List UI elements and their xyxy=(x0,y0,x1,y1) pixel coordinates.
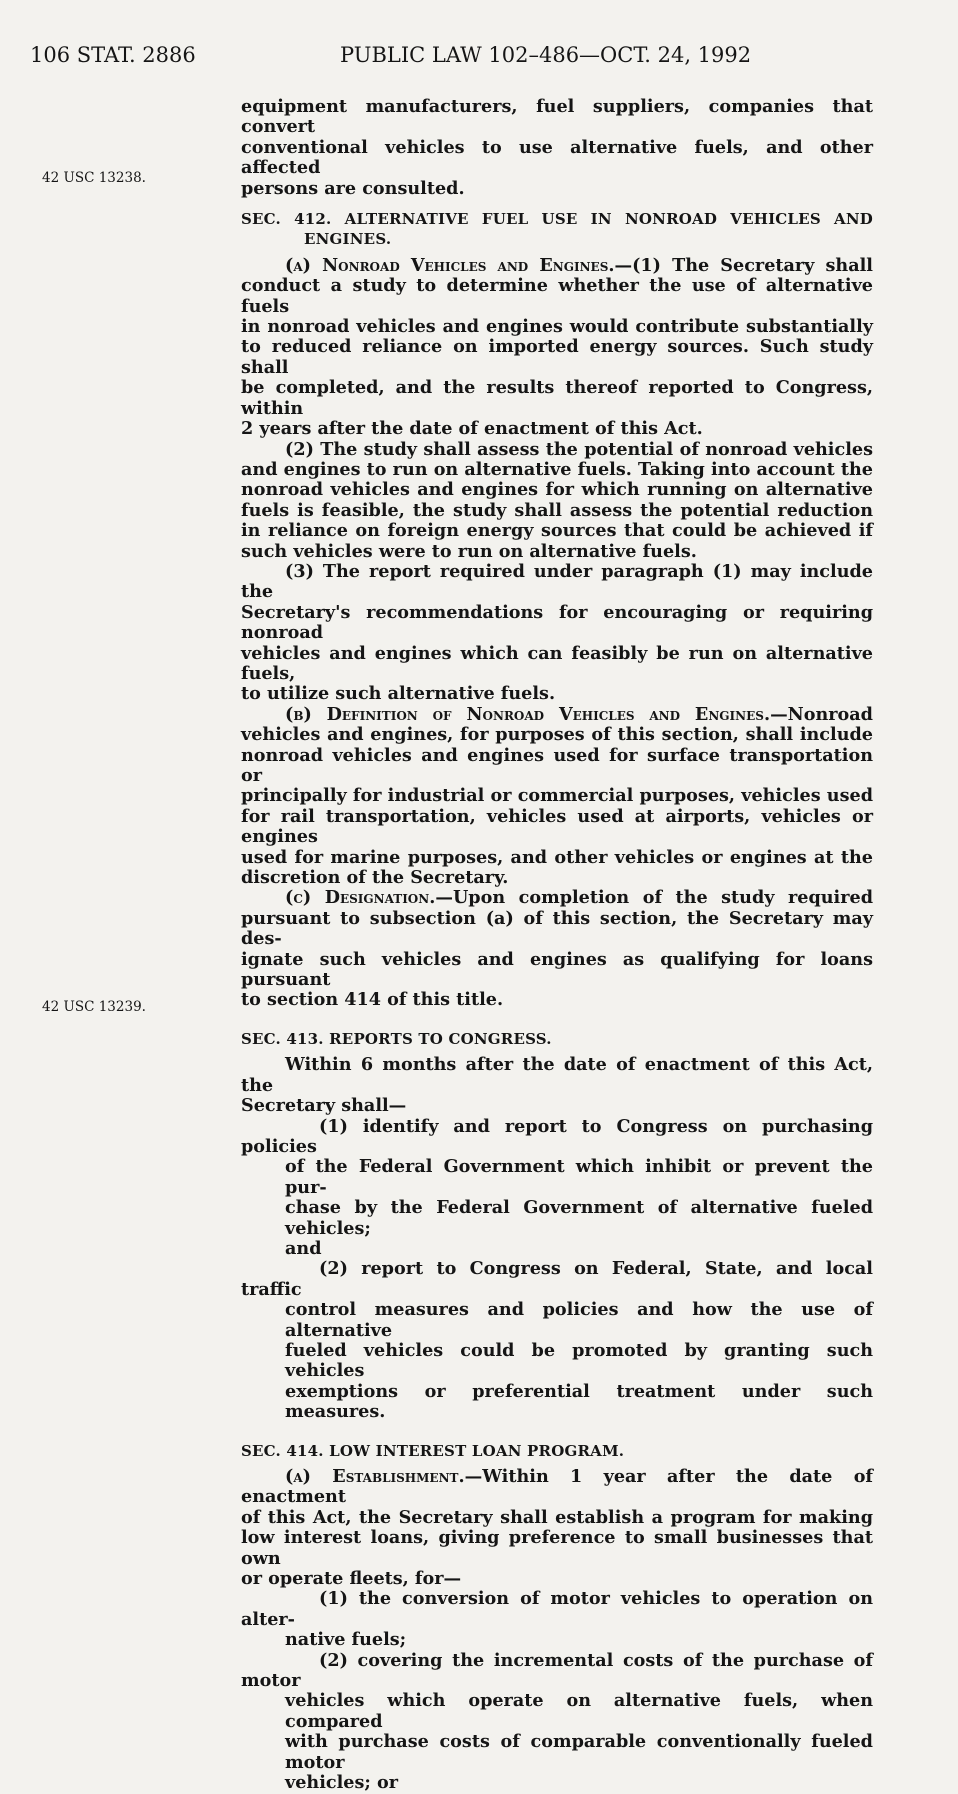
text-line: vehicles and engines, for purposes of this section, shall include xyxy=(241,724,873,746)
text-line: (1) identify and report to Congress on purchasing policies xyxy=(241,1115,873,1157)
text-line: and engines to run on alternative fuels. Taking into account the xyxy=(241,458,873,480)
public-law-date: PUBLIC LAW 102–486—OCT. 24, 1992 xyxy=(340,43,752,67)
text-line: to section 414 of this title. xyxy=(241,989,504,1011)
text-line: in nonroad vehicles and engines would contribute substantially xyxy=(241,316,873,338)
text-line: conduct a study to determine whether the use of alternative fuels xyxy=(241,275,873,317)
section-412-heading xyxy=(241,209,873,250)
text-line: 2 years after the date of enactment of this Act. xyxy=(241,418,703,440)
text-line: principally for industrial or commercial purposes, vehicles used xyxy=(241,785,873,807)
text-line: (c) Designation.—Upon completion of the study required xyxy=(285,887,873,909)
text-line: Secretary shall— xyxy=(241,1095,407,1117)
text-line: used for marine purposes, and other vehicles or engines at the xyxy=(241,846,873,868)
text-line: persons are consulted. xyxy=(241,177,465,199)
text-line: to reduced reliance on imported energy sources. Such study shall xyxy=(241,336,873,378)
stat-page-number: 106 STAT. 2886 xyxy=(30,43,196,67)
subsection-heading: (b) Definition of Nonroad Vehicles and Engines. xyxy=(285,703,771,725)
text-line: (2) The study shall assess the potential of nonroad vehicles xyxy=(285,438,873,460)
text-line: to utilize such alternative fuels. xyxy=(241,683,556,705)
subsection-412-b xyxy=(241,705,873,889)
text-line: pursuant to subsection (a) of this section, the Secretary may des- xyxy=(241,907,873,950)
text-line: be completed, and the results thereof reported to Congress, within xyxy=(241,377,873,419)
text-line: conventional vehicles to use alternative fuels, and other affected xyxy=(241,136,873,179)
section-413-body xyxy=(241,1055,873,1422)
text-line: such vehicles were to run on alternative fuels. xyxy=(241,540,697,562)
text-line: of the Federal Government which inhibit or prevent the pur- xyxy=(285,1156,873,1198)
section-414-title: SEC. 414. LOW INTEREST LOAN PROGRAM. xyxy=(241,1441,625,1460)
text-line: (2) report to Congress on Federal, State, and local traffic xyxy=(241,1258,873,1300)
text-line: (b) Definition of Nonroad Vehicles and Engines.—Nonroad xyxy=(285,703,873,725)
text-line: (a) Establishment.—Within 1 year after the date of enactment xyxy=(241,1466,873,1508)
text-line: or operate fleets, for— xyxy=(241,1568,462,1590)
text-line: control measures and policies and how the use of alternative xyxy=(285,1299,873,1341)
section-title: SEC. 412. ALTERNATIVE FUEL USE IN NONROAD VEHICLES AND xyxy=(241,210,873,229)
subsection-heading: (c) Designation. xyxy=(285,887,436,909)
section-title-continued: ENGINES. xyxy=(304,230,392,249)
text-line: vehicles; or xyxy=(285,1772,399,1794)
text-line: Secretary's recommendations for encouraging or requiring nonroad xyxy=(241,601,873,644)
margin-note-usc-13239: 42 USC 13239. xyxy=(42,999,146,1015)
text-line: nonroad vehicles and engines used for surface transportation or xyxy=(241,744,873,786)
text-line: (1) the conversion of motor vehicles to operation on alter- xyxy=(241,1588,873,1630)
text-line: native fuels; xyxy=(285,1629,407,1651)
section-413-title: SEC. 413. REPORTS TO CONGRESS. xyxy=(241,1029,552,1048)
margin-note-usc-13238: 42 USC 13238. xyxy=(42,170,146,186)
text-line: discretion of the Secretary. xyxy=(241,867,509,889)
text-line: exemptions or preferential treatment under such measures. xyxy=(285,1380,873,1423)
text-line: (3) The report required under paragraph (1) may include the xyxy=(241,560,873,603)
text-line: vehicles and engines which can feasibly be run on alternative fuels, xyxy=(241,642,873,684)
text-line: (a) Nonroad Vehicles and Engines.—(1) The Secretary shall xyxy=(285,254,873,276)
subsection-heading: (a) Establishment. xyxy=(285,1466,465,1487)
text-line: nonroad vehicles and engines for which running on alternative xyxy=(241,479,873,501)
text-line: for rail transportation, vehicles used at airports, vehicles or engines xyxy=(241,805,873,848)
intro-paragraph xyxy=(241,97,873,199)
text-line: in reliance on foreign energy sources that could be achieved if xyxy=(241,520,873,542)
text-line: equipment manufacturers, fuel suppliers, companies that convert xyxy=(241,96,873,138)
subsection-heading: (a) Nonroad Vehicles and Engines. xyxy=(285,254,615,276)
text-line: (2) covering the incremental costs of the purchase of motor xyxy=(241,1649,873,1692)
subsection-412-a xyxy=(241,256,873,705)
body-text xyxy=(241,97,873,1794)
text-line: of this Act, the Secretary shall establish a program for making xyxy=(241,1506,873,1528)
text-line: with purchase costs of comparable conventionally fueled motor xyxy=(285,1731,873,1773)
text-line: fuels is feasible, the study shall assess the potential reduction xyxy=(241,499,873,521)
subsection-414-a xyxy=(241,1467,873,1794)
text-line: chase by the Federal Government of alternative fueled vehicles; xyxy=(285,1197,873,1239)
text-line: fueled vehicles could be promoted by granting such vehicles xyxy=(285,1339,873,1382)
text-line: and xyxy=(285,1237,322,1259)
text-line: vehicles which operate on alternative fuels, when compared xyxy=(285,1690,873,1732)
text-line: ignate such vehicles and engines as qualifying for loans pursuant xyxy=(241,948,873,991)
text-line: low interest loans, giving preference to small businesses that own xyxy=(241,1527,873,1569)
text-line: Within 6 months after the date of enactment of this Act, the xyxy=(241,1054,873,1096)
subsection-412-c xyxy=(241,888,873,1010)
